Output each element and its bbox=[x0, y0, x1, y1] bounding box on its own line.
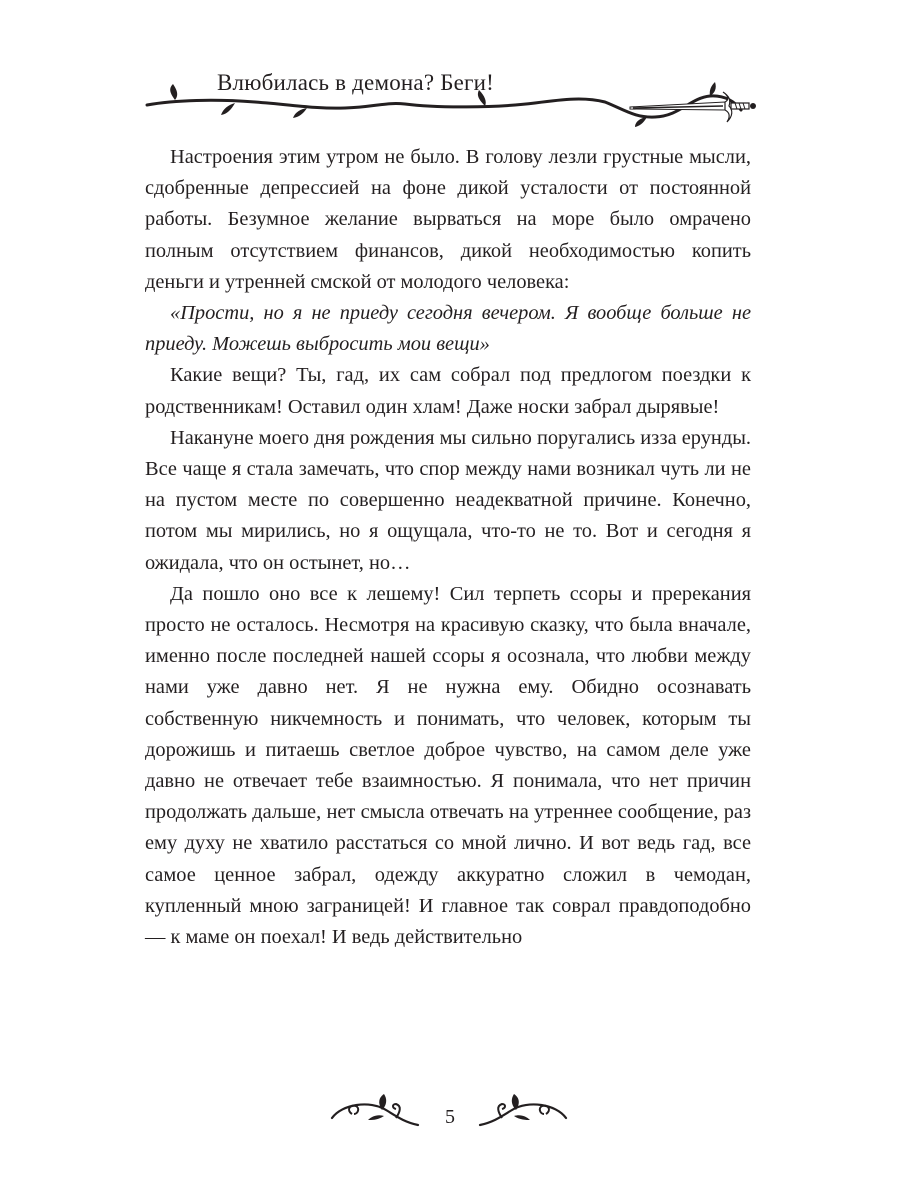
vine-with-sword-icon bbox=[135, 62, 765, 132]
paragraph: Накануне моего дня рождения мы сильно поругались изза ерунды. Все чаще я стала замечать, что спор между нами возникал чуть ли не на пустом месте по совершенно неадекватной причине. Конечно, потом мы мирились, но я ощущала, что-то не то. Вот и сегодня я ожидала, что он остынет, но… bbox=[145, 426, 751, 574]
page-number: 5 bbox=[445, 1106, 455, 1128]
paragraph: Настроения этим утром не было. В голову лезли грустные мысли, сдобренные депрессией на фоне дикой усталости от постоянной работы. Безумное желание вырваться на море было омрачено полным отсутствием финансов, дикой необходимостью копить деньги и утренней смской от молодого человека: bbox=[145, 146, 751, 293]
paragraph: Да пошло оно все к лешему! Сил терпеть ссоры и пререкания просто не осталось. Несмотря на красивую сказку, что была вначале, именно после последней нашей ссоры я осознала, что любви между нами уже давно нет. Я не нужна ему. Обидно осознавать собственную никчемность и понимать, что человек, которым ты дорожишь и питаешь светлое доброе чувство, на самом деле уже давно не отвечает тебе взаимностью. Я понимала, что нет причин продолжать дальше, нет смысла отвечать на утреннее сообщение, раз ему духу не хватило расстаться со мной лично. И вот ведь гад, все самое ценное забрал, одежду аккуратно сложил в чемодан, купленный мною заграницей! И главное так соврал правдоподобно — к маме он поехал! И ведь действительно bbox=[145, 582, 751, 949]
page-footer bbox=[320, 1090, 580, 1150]
running-header bbox=[135, 62, 765, 132]
quoted-message: «Прости, но я не приеду сегодня вечером. Я вообще больше не приеду. Можешь выбросить мои вещи» bbox=[145, 302, 751, 356]
right-floral-flourish-icon bbox=[478, 1090, 568, 1130]
chapter-body bbox=[145, 142, 751, 953]
paragraph: Какие вещи? Ты, гад, их сам собрал под предлогом поездки к родственникам! Оставил один хлам! Даже носки забрал дырявые! bbox=[145, 364, 751, 418]
running-title: Влюбилась в демона? Беги! bbox=[217, 70, 495, 95]
